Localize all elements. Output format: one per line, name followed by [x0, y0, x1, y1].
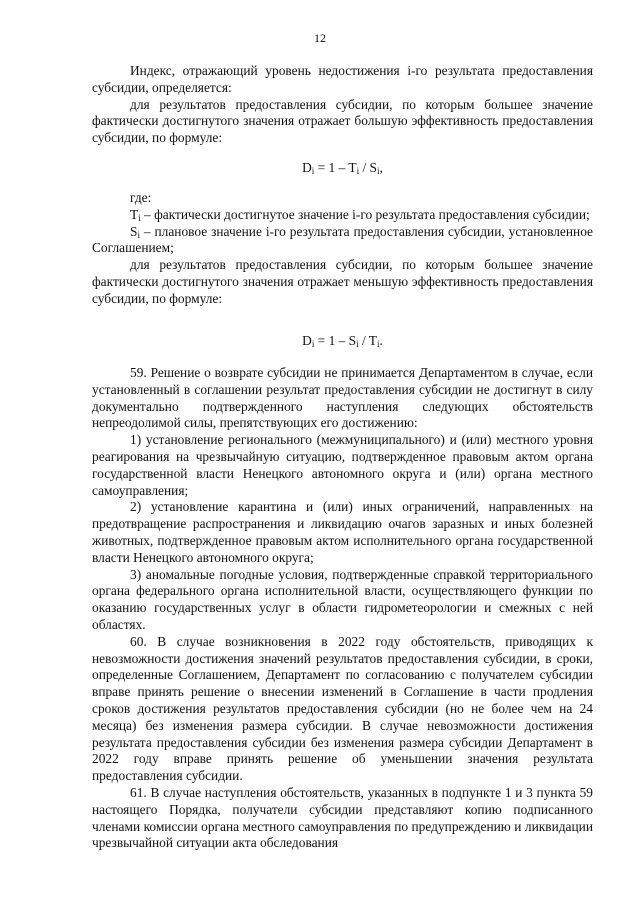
formula-2: [92, 333, 593, 350]
formula-2-lhs: D: [302, 333, 312, 348]
intro-block: [92, 63, 593, 147]
formula-1: [92, 160, 593, 177]
page-number: 12: [314, 31, 326, 45]
ti-subscript: i: [138, 212, 141, 223]
formula-1-lhs: D: [302, 160, 312, 175]
si-text: – плановое значение i-го результата предоставления субсидии, установленное Соглашением;: [92, 223, 593, 256]
formula-1-sub-3: i: [376, 166, 380, 176]
formula-2-rhs-a: = 1 – S: [314, 333, 357, 348]
formula-2-rhs-b: / T: [358, 333, 377, 348]
clause-59-item-3: 3) аномальные погодные условия, подтвержденные справкой территориального органа федерального органа исполнительной власти, осуществляющего функции по оказанию государственных услуг в области гидрометеорологии и смежных с ней областях.: [92, 566, 593, 632]
si-symbol: S: [130, 223, 138, 239]
where-label: где:: [130, 190, 152, 205]
clause-59-item-2: 2) установление карантина и (или) иных ограничений, направленных на предотвращение распространения и ликвидацию очагов заразных и иных болезней животных, подтвержденное правовым актом исполнительного органа государственной власти Ненецкого автономного округа;: [92, 499, 593, 565]
clause-61: 61. В случае наступления обстоятельств, указанных в подпункте 1 и 3 пункта 59 настоящего Порядка, получатели субсидии представляют копию подписанного членами комиссии органа местного самоуправления по предупреждению и ликвидации чрезвычайной ситуации акта обследования: [92, 784, 593, 851]
formula-2-lhs-sub: i: [311, 339, 315, 349]
definition-ti: [92, 207, 593, 224]
formula-1-rhs-b: / S: [359, 160, 377, 175]
paragraph-higher-is-worse: для результатов предоставления субсидии, по которым большее значение фактически достигнутого значения отражает меньшую эффективность предоставления субсидии, по формуле:: [92, 257, 593, 306]
formula-2-end: .: [379, 333, 383, 348]
clause-60: 60. В случае возникновения в 2022 году обстоятельств, приводящих к невозможности достижения значений результатов предоставления субсидии, в сроки, определенные Соглашением, Департамент по согласованию с получателем субсидии вправе принять решение о внесении изменений в Соглашение в части продления сроков достижения результатов предоставления субсидии (но не более чем на 24 месяца) без изменения размера субсидии. В случае невозможности достижения результата предоставления субсидии без изменения размера субсидии Департамент в 2022 году вправе принять решение об уменьшении значения результата предоставления субсидии.: [92, 633, 593, 784]
paragraph-higher-is-better: для результатов предоставления субсидии, по которым большее значение фактически достигнутого значения отражает большую эффективность предоставления субсидии, по формуле:: [92, 96, 593, 146]
clause-59-item-1: 1) установление регионального (межмуниципального) и (или) местного уровня реагирования на чрезвычайную ситуацию, подтвержденное правовым актом органа государственной власти Ненецкого автономного округа и (или) органа местного самоуправления;: [92, 432, 593, 498]
si-subscript: i: [137, 229, 140, 240]
formula-2-sub-2: i: [356, 339, 359, 349]
formula-1-lhs-sub: i: [311, 166, 315, 176]
formula-1-end: ,: [379, 160, 383, 175]
ti-symbol: T: [130, 206, 139, 222]
formula-1-sub-2: i: [356, 166, 360, 176]
formula-1-rhs-a: = 1 – T: [314, 160, 357, 175]
paragraph-index-definition: Индекс, отражающий уровень недостижения i-го результата предоставления субсидии, определяется:: [92, 63, 593, 95]
ti-text: – фактически достигнутое значение i-го результата предоставления субсидии;: [140, 206, 590, 222]
definition-si: [92, 224, 593, 258]
where-block: [92, 190, 593, 308]
clauses-block: [92, 365, 593, 852]
formula-2-sub-3: i: [376, 339, 380, 349]
clause-59: 59. Решение о возврате субсидии не принимается Департаментом в случае, если установленный в соглашении результат предоставления субсидии не достигнут в силу документально подтвержденного наступления следующих обстоятельств непреодолимой силы, препятствующих его достижению:: [92, 365, 593, 431]
